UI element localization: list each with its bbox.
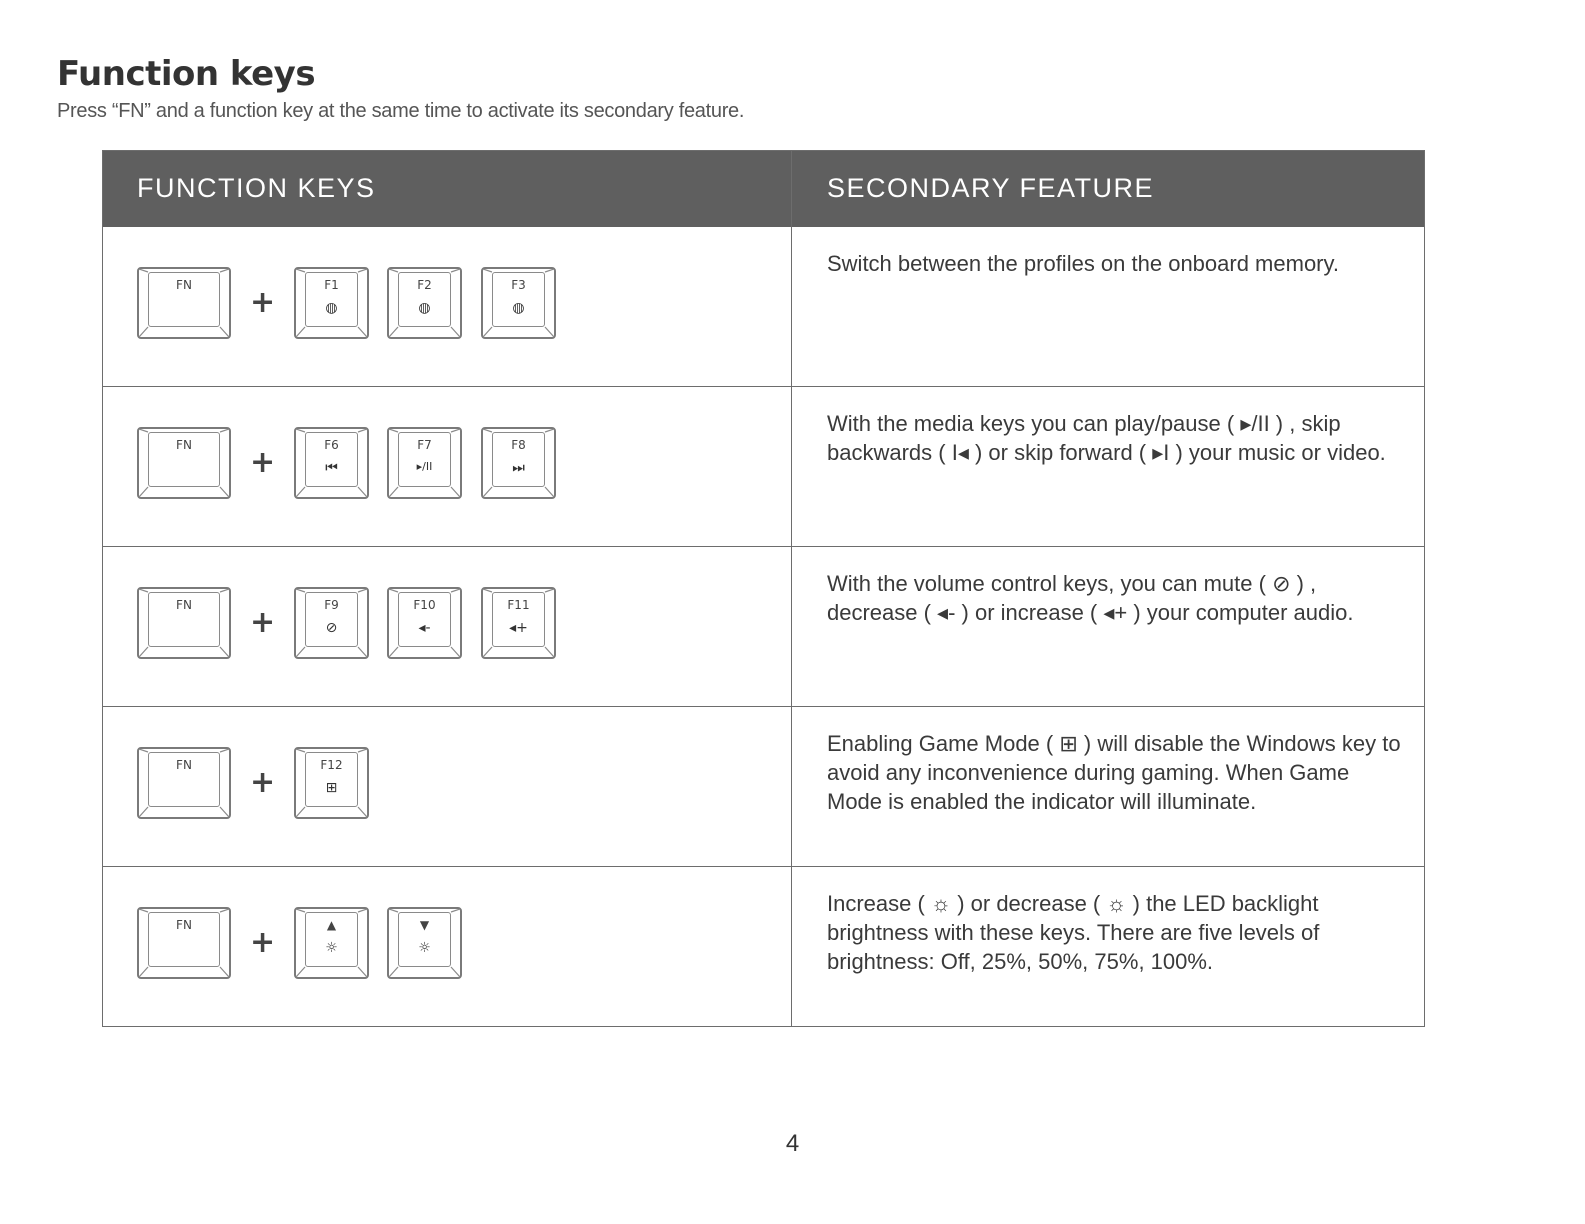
fn-key: FN <box>137 747 231 819</box>
f1-key: F1 ◍ <box>294 267 369 339</box>
key-combination <box>137 587 757 663</box>
f9-key: F9 ⊘ <box>294 587 369 659</box>
page-number: 4 <box>785 1130 800 1157</box>
table-row <box>103 387 1424 547</box>
page-title: Function keys <box>57 54 316 94</box>
header-function-keys: FUNCTION KEYS <box>137 173 376 203</box>
f12-key: F12 ⊞ <box>294 747 369 819</box>
plus-sign: + <box>250 765 276 800</box>
plus-sign: + <box>250 605 276 640</box>
skip-forward-icon: ⏭ <box>512 460 525 476</box>
plus-sign: + <box>250 445 276 480</box>
plus-sign: + <box>250 285 276 320</box>
table-header <box>103 151 1424 227</box>
table-row <box>103 707 1424 867</box>
feature-description: Switch between the profiles on the onboard memory. <box>827 251 1339 276</box>
mute-icon: ⊘ <box>325 620 338 636</box>
feature-description: With the volume control keys, you can mute ( ⊘ ) , decrease ( ◂- ) or increase ( ◂+ ) your computer audio. <box>827 571 1354 625</box>
function-keys-table <box>102 150 1425 1027</box>
game-mode-icon: ⊞ <box>325 780 338 796</box>
feature-description: Increase ( ☼ ) or decrease ( ☼ ) the LED backlight brightness with these keys. There are five levels of brightness: Off, 25%, 50%, 75%, 100%. <box>827 891 1320 974</box>
volume-down-icon: ◂- <box>418 620 431 636</box>
fn-key: FN <box>137 267 231 339</box>
header-secondary-feature: SECONDARY FEATURE <box>827 173 1155 203</box>
f2-key: F2 ◍ <box>387 267 462 339</box>
brightness-up-icon: ☼ <box>325 940 338 956</box>
f10-key: F10 ◂- <box>387 587 462 659</box>
f6-key: F6 ⏮ <box>294 427 369 499</box>
plus-sign: + <box>250 925 276 960</box>
fn-key: FN <box>137 427 231 499</box>
f11-key: F11 ◂+ <box>481 587 556 659</box>
brightness-down-icon: ☼ <box>418 940 431 956</box>
table-row <box>103 867 1424 1027</box>
f8-key: F8 ⏭ <box>481 427 556 499</box>
play-pause-icon: ▸/II <box>416 460 433 473</box>
fn-key: FN <box>137 587 231 659</box>
feature-description: Enabling Game Mode ( ⊞ ) will disable the Windows key to avoid any inconvenience during gaming. When Game Mode is enabled the indicator will illuminate. <box>827 731 1401 814</box>
skip-back-icon: ⏮ <box>325 460 338 476</box>
table-row <box>103 547 1424 707</box>
volume-up-icon: ◂+ <box>509 620 528 636</box>
profile-icon: ◍ <box>512 300 525 316</box>
table-row <box>103 227 1424 387</box>
up-arrow-key: ▲ ☼ <box>294 907 369 979</box>
key-combination <box>137 907 757 983</box>
f3-key: F3 ◍ <box>481 267 556 339</box>
down-arrow-key: ▼ ☼ <box>387 907 462 979</box>
fn-key: FN <box>137 907 231 979</box>
key-combination <box>137 267 757 343</box>
profile-icon: ◍ <box>418 300 431 316</box>
feature-description: With the media keys you can play/pause ( ▸/II ) , skip backwards ( I◂ ) or skip forward ( ▸I ) your music or video. <box>827 411 1386 465</box>
key-combination <box>137 427 757 503</box>
f7-key: F7 ▸/II <box>387 427 462 499</box>
key-combination <box>137 747 757 823</box>
profile-icon: ◍ <box>325 300 338 316</box>
page-subtitle: Press “FN” and a function key at the same time to activate its secondary feature. <box>57 100 745 122</box>
